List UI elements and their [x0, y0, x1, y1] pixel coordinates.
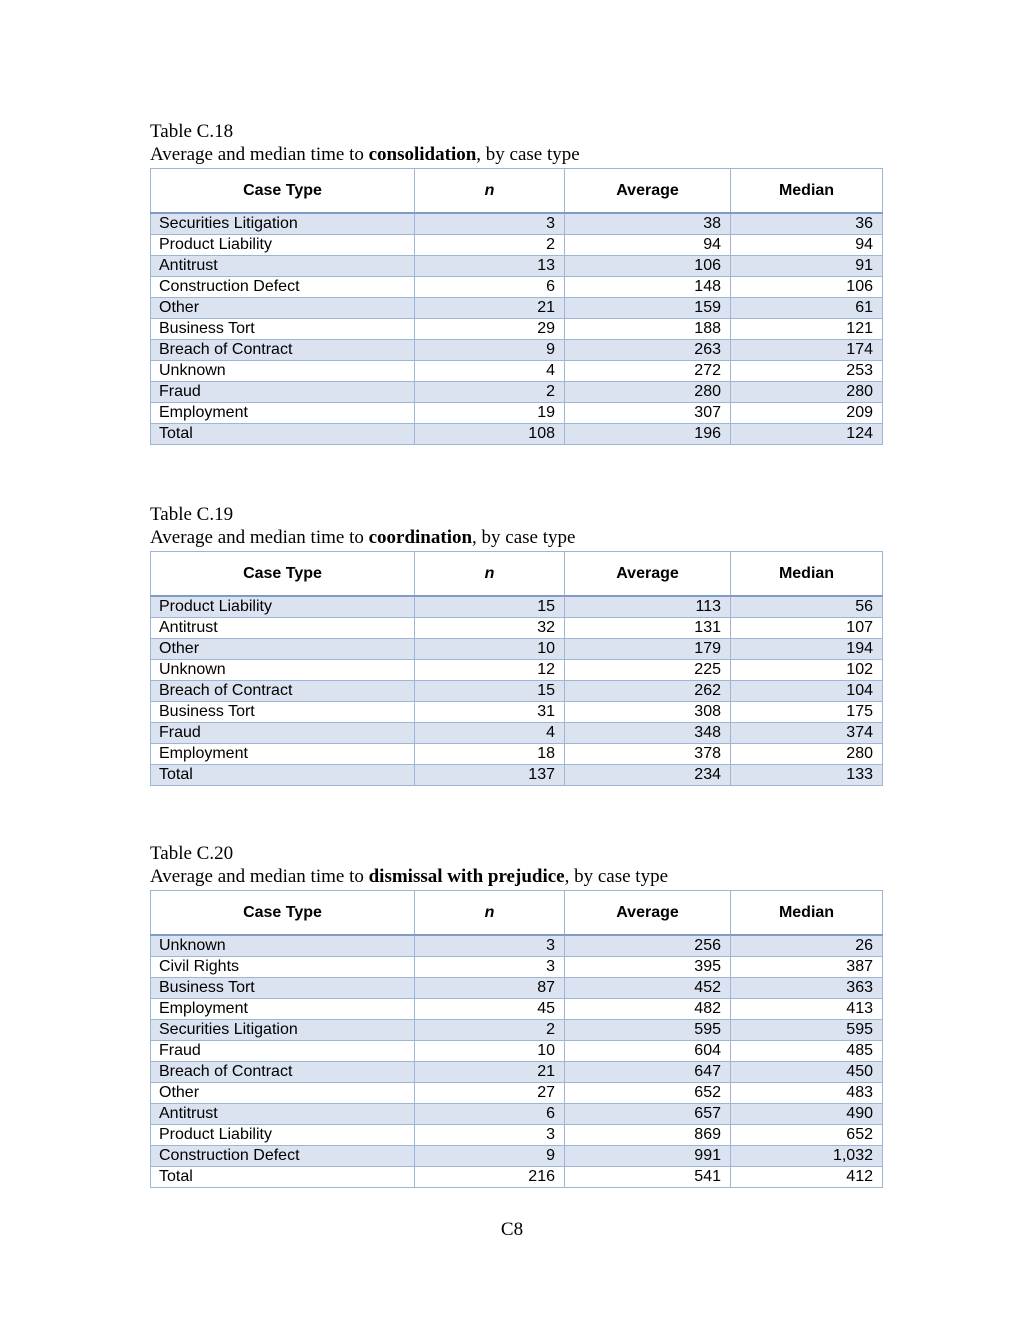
cell-n: 31 [415, 702, 565, 723]
table-row [151, 957, 883, 978]
cell-n: 2 [415, 1020, 565, 1041]
header-median: Median [731, 552, 883, 597]
table-row [151, 213, 883, 235]
cell-median: 280 [731, 382, 883, 403]
cell-median: 124 [731, 424, 883, 445]
header-n: n [415, 169, 565, 214]
cell-median: 56 [731, 596, 883, 618]
cell-average: 452 [565, 978, 731, 999]
cell-median: 387 [731, 957, 883, 978]
cell-n: 3 [415, 213, 565, 235]
table-row [151, 1083, 883, 1104]
cell-n: 2 [415, 382, 565, 403]
cell-n: 3 [415, 935, 565, 957]
cell-median: 36 [731, 213, 883, 235]
table-label: Table C.19 [150, 504, 234, 525]
table-caption: Average and median time to dismissal with prejudice, by case type [150, 866, 669, 887]
table-row [151, 1041, 883, 1062]
cell-average: 148 [565, 277, 731, 298]
cell-median: 133 [731, 765, 883, 786]
cell-case-type: Business Tort [151, 978, 415, 999]
cell-n: 21 [415, 298, 565, 319]
table-row [151, 1167, 883, 1188]
cell-case-type: Unknown [151, 660, 415, 681]
table-row [151, 978, 883, 999]
cell-n: 216 [415, 1167, 565, 1188]
cell-median: 91 [731, 256, 883, 277]
cell-average: 657 [565, 1104, 731, 1125]
header-average: Average [565, 891, 731, 936]
table-row [151, 765, 883, 786]
cell-average: 280 [565, 382, 731, 403]
cell-median: 253 [731, 361, 883, 382]
cell-median: 412 [731, 1167, 883, 1188]
cell-average: 131 [565, 618, 731, 639]
cell-case-type: Other [151, 1083, 415, 1104]
table-row [151, 999, 883, 1020]
cell-median: 1,032 [731, 1146, 883, 1167]
cell-n: 108 [415, 424, 565, 445]
cell-median: 483 [731, 1083, 883, 1104]
cell-n: 45 [415, 999, 565, 1020]
table-row [151, 723, 883, 744]
header-row [151, 169, 883, 214]
cell-median: 61 [731, 298, 883, 319]
cell-median: 175 [731, 702, 883, 723]
table-caption: Average and median time to consolidation, by case type [150, 144, 580, 165]
cell-median: 490 [731, 1104, 883, 1125]
cell-median: 485 [731, 1041, 883, 1062]
table-row [151, 340, 883, 361]
cell-n: 32 [415, 618, 565, 639]
cell-average: 991 [565, 1146, 731, 1167]
cell-median: 363 [731, 978, 883, 999]
header-median: Median [731, 169, 883, 214]
cell-case-type: Product Liability [151, 1125, 415, 1146]
cell-median: 102 [731, 660, 883, 681]
cell-n: 4 [415, 723, 565, 744]
cell-median: 280 [731, 744, 883, 765]
cell-median: 374 [731, 723, 883, 744]
cell-average: 263 [565, 340, 731, 361]
cell-case-type: Securities Litigation [151, 1020, 415, 1041]
cell-n: 29 [415, 319, 565, 340]
cell-average: 234 [565, 765, 731, 786]
cell-average: 541 [565, 1167, 731, 1188]
table-row [151, 1104, 883, 1125]
cell-n: 18 [415, 744, 565, 765]
cell-n: 9 [415, 340, 565, 361]
cell-n: 87 [415, 978, 565, 999]
cell-case-type: Securities Litigation [151, 213, 415, 235]
header-n: n [415, 891, 565, 936]
cell-average: 652 [565, 1083, 731, 1104]
cell-case-type: Employment [151, 999, 415, 1020]
header-n: n [415, 552, 565, 597]
cell-average: 225 [565, 660, 731, 681]
table-row [151, 361, 883, 382]
table-row [151, 1020, 883, 1041]
cell-case-type: Antitrust [151, 256, 415, 277]
cell-average: 188 [565, 319, 731, 340]
table-row [151, 681, 883, 702]
cell-case-type: Antitrust [151, 1104, 415, 1125]
cell-average: 647 [565, 1062, 731, 1083]
data-table [150, 551, 883, 786]
cell-median: 94 [731, 235, 883, 256]
cell-n: 3 [415, 1125, 565, 1146]
cell-n: 10 [415, 639, 565, 660]
table-row [151, 1125, 883, 1146]
cell-average: 395 [565, 957, 731, 978]
cell-case-type: Product Liability [151, 235, 415, 256]
cell-n: 6 [415, 1104, 565, 1125]
cell-n: 137 [415, 765, 565, 786]
table-row [151, 702, 883, 723]
cell-case-type: Business Tort [151, 702, 415, 723]
cell-average: 262 [565, 681, 731, 702]
cell-average: 378 [565, 744, 731, 765]
cell-median: 450 [731, 1062, 883, 1083]
cell-case-type: Employment [151, 403, 415, 424]
cell-median: 209 [731, 403, 883, 424]
table-row [151, 319, 883, 340]
data-table [150, 168, 883, 445]
cell-average: 196 [565, 424, 731, 445]
cell-case-type: Total [151, 424, 415, 445]
cell-average: 256 [565, 935, 731, 957]
cell-median: 121 [731, 319, 883, 340]
table-row [151, 277, 883, 298]
cell-n: 6 [415, 277, 565, 298]
cell-average: 94 [565, 235, 731, 256]
header-case-type: Case Type [151, 891, 415, 936]
cell-median: 413 [731, 999, 883, 1020]
table-row [151, 256, 883, 277]
cell-average: 595 [565, 1020, 731, 1041]
table-row [151, 403, 883, 424]
cell-case-type: Fraud [151, 1041, 415, 1062]
table-row [151, 298, 883, 319]
cell-average: 179 [565, 639, 731, 660]
table-row [151, 744, 883, 765]
cell-median: 104 [731, 681, 883, 702]
table-label: Table C.20 [150, 843, 234, 864]
table-row [151, 382, 883, 403]
cell-average: 869 [565, 1125, 731, 1146]
table-row [151, 1146, 883, 1167]
cell-n: 27 [415, 1083, 565, 1104]
cell-n: 13 [415, 256, 565, 277]
cell-median: 652 [731, 1125, 883, 1146]
cell-case-type: Total [151, 765, 415, 786]
table-label: Table C.18 [150, 121, 234, 142]
header-average: Average [565, 169, 731, 214]
cell-average: 106 [565, 256, 731, 277]
cell-average: 348 [565, 723, 731, 744]
cell-case-type: Employment [151, 744, 415, 765]
table-row [151, 935, 883, 957]
cell-n: 4 [415, 361, 565, 382]
cell-n: 19 [415, 403, 565, 424]
cell-case-type: Total [151, 1167, 415, 1188]
cell-case-type: Breach of Contract [151, 1062, 415, 1083]
cell-average: 604 [565, 1041, 731, 1062]
cell-average: 308 [565, 702, 731, 723]
cell-case-type: Unknown [151, 361, 415, 382]
cell-median: 174 [731, 340, 883, 361]
cell-median: 106 [731, 277, 883, 298]
cell-case-type: Unknown [151, 935, 415, 957]
table-row [151, 596, 883, 618]
cell-average: 482 [565, 999, 731, 1020]
cell-n: 3 [415, 957, 565, 978]
header-case-type: Case Type [151, 552, 415, 597]
cell-n: 15 [415, 596, 565, 618]
table-row [151, 1062, 883, 1083]
cell-case-type: Fraud [151, 382, 415, 403]
cell-case-type: Breach of Contract [151, 681, 415, 702]
cell-n: 12 [415, 660, 565, 681]
cell-n: 2 [415, 235, 565, 256]
cell-median: 107 [731, 618, 883, 639]
cell-average: 38 [565, 213, 731, 235]
cell-average: 307 [565, 403, 731, 424]
table-block-c18 [150, 120, 882, 445]
cell-n: 21 [415, 1062, 565, 1083]
cell-case-type: Product Liability [151, 596, 415, 618]
cell-case-type: Other [151, 639, 415, 660]
table-row [151, 639, 883, 660]
table-block-c20 [150, 842, 882, 1188]
cell-n: 15 [415, 681, 565, 702]
header-median: Median [731, 891, 883, 936]
data-table [150, 890, 883, 1188]
cell-case-type: Civil Rights [151, 957, 415, 978]
header-average: Average [565, 552, 731, 597]
cell-median: 595 [731, 1020, 883, 1041]
cell-median: 194 [731, 639, 883, 660]
table-row [151, 424, 883, 445]
table-block-c19 [150, 503, 882, 786]
page-number: C8 [500, 1219, 524, 1240]
cell-case-type: Other [151, 298, 415, 319]
header-row [151, 891, 883, 936]
header-row [151, 552, 883, 597]
cell-median: 26 [731, 935, 883, 957]
table-caption: Average and median time to coordination, by case type [150, 527, 576, 548]
table-row [151, 618, 883, 639]
table-row [151, 235, 883, 256]
table-row [151, 660, 883, 681]
cell-case-type: Breach of Contract [151, 340, 415, 361]
cell-case-type: Construction Defect [151, 1146, 415, 1167]
cell-n: 10 [415, 1041, 565, 1062]
cell-case-type: Business Tort [151, 319, 415, 340]
cell-n: 9 [415, 1146, 565, 1167]
header-case-type: Case Type [151, 169, 415, 214]
cell-average: 159 [565, 298, 731, 319]
cell-case-type: Construction Defect [151, 277, 415, 298]
cell-case-type: Fraud [151, 723, 415, 744]
cell-average: 113 [565, 596, 731, 618]
cell-average: 272 [565, 361, 731, 382]
cell-case-type: Antitrust [151, 618, 415, 639]
